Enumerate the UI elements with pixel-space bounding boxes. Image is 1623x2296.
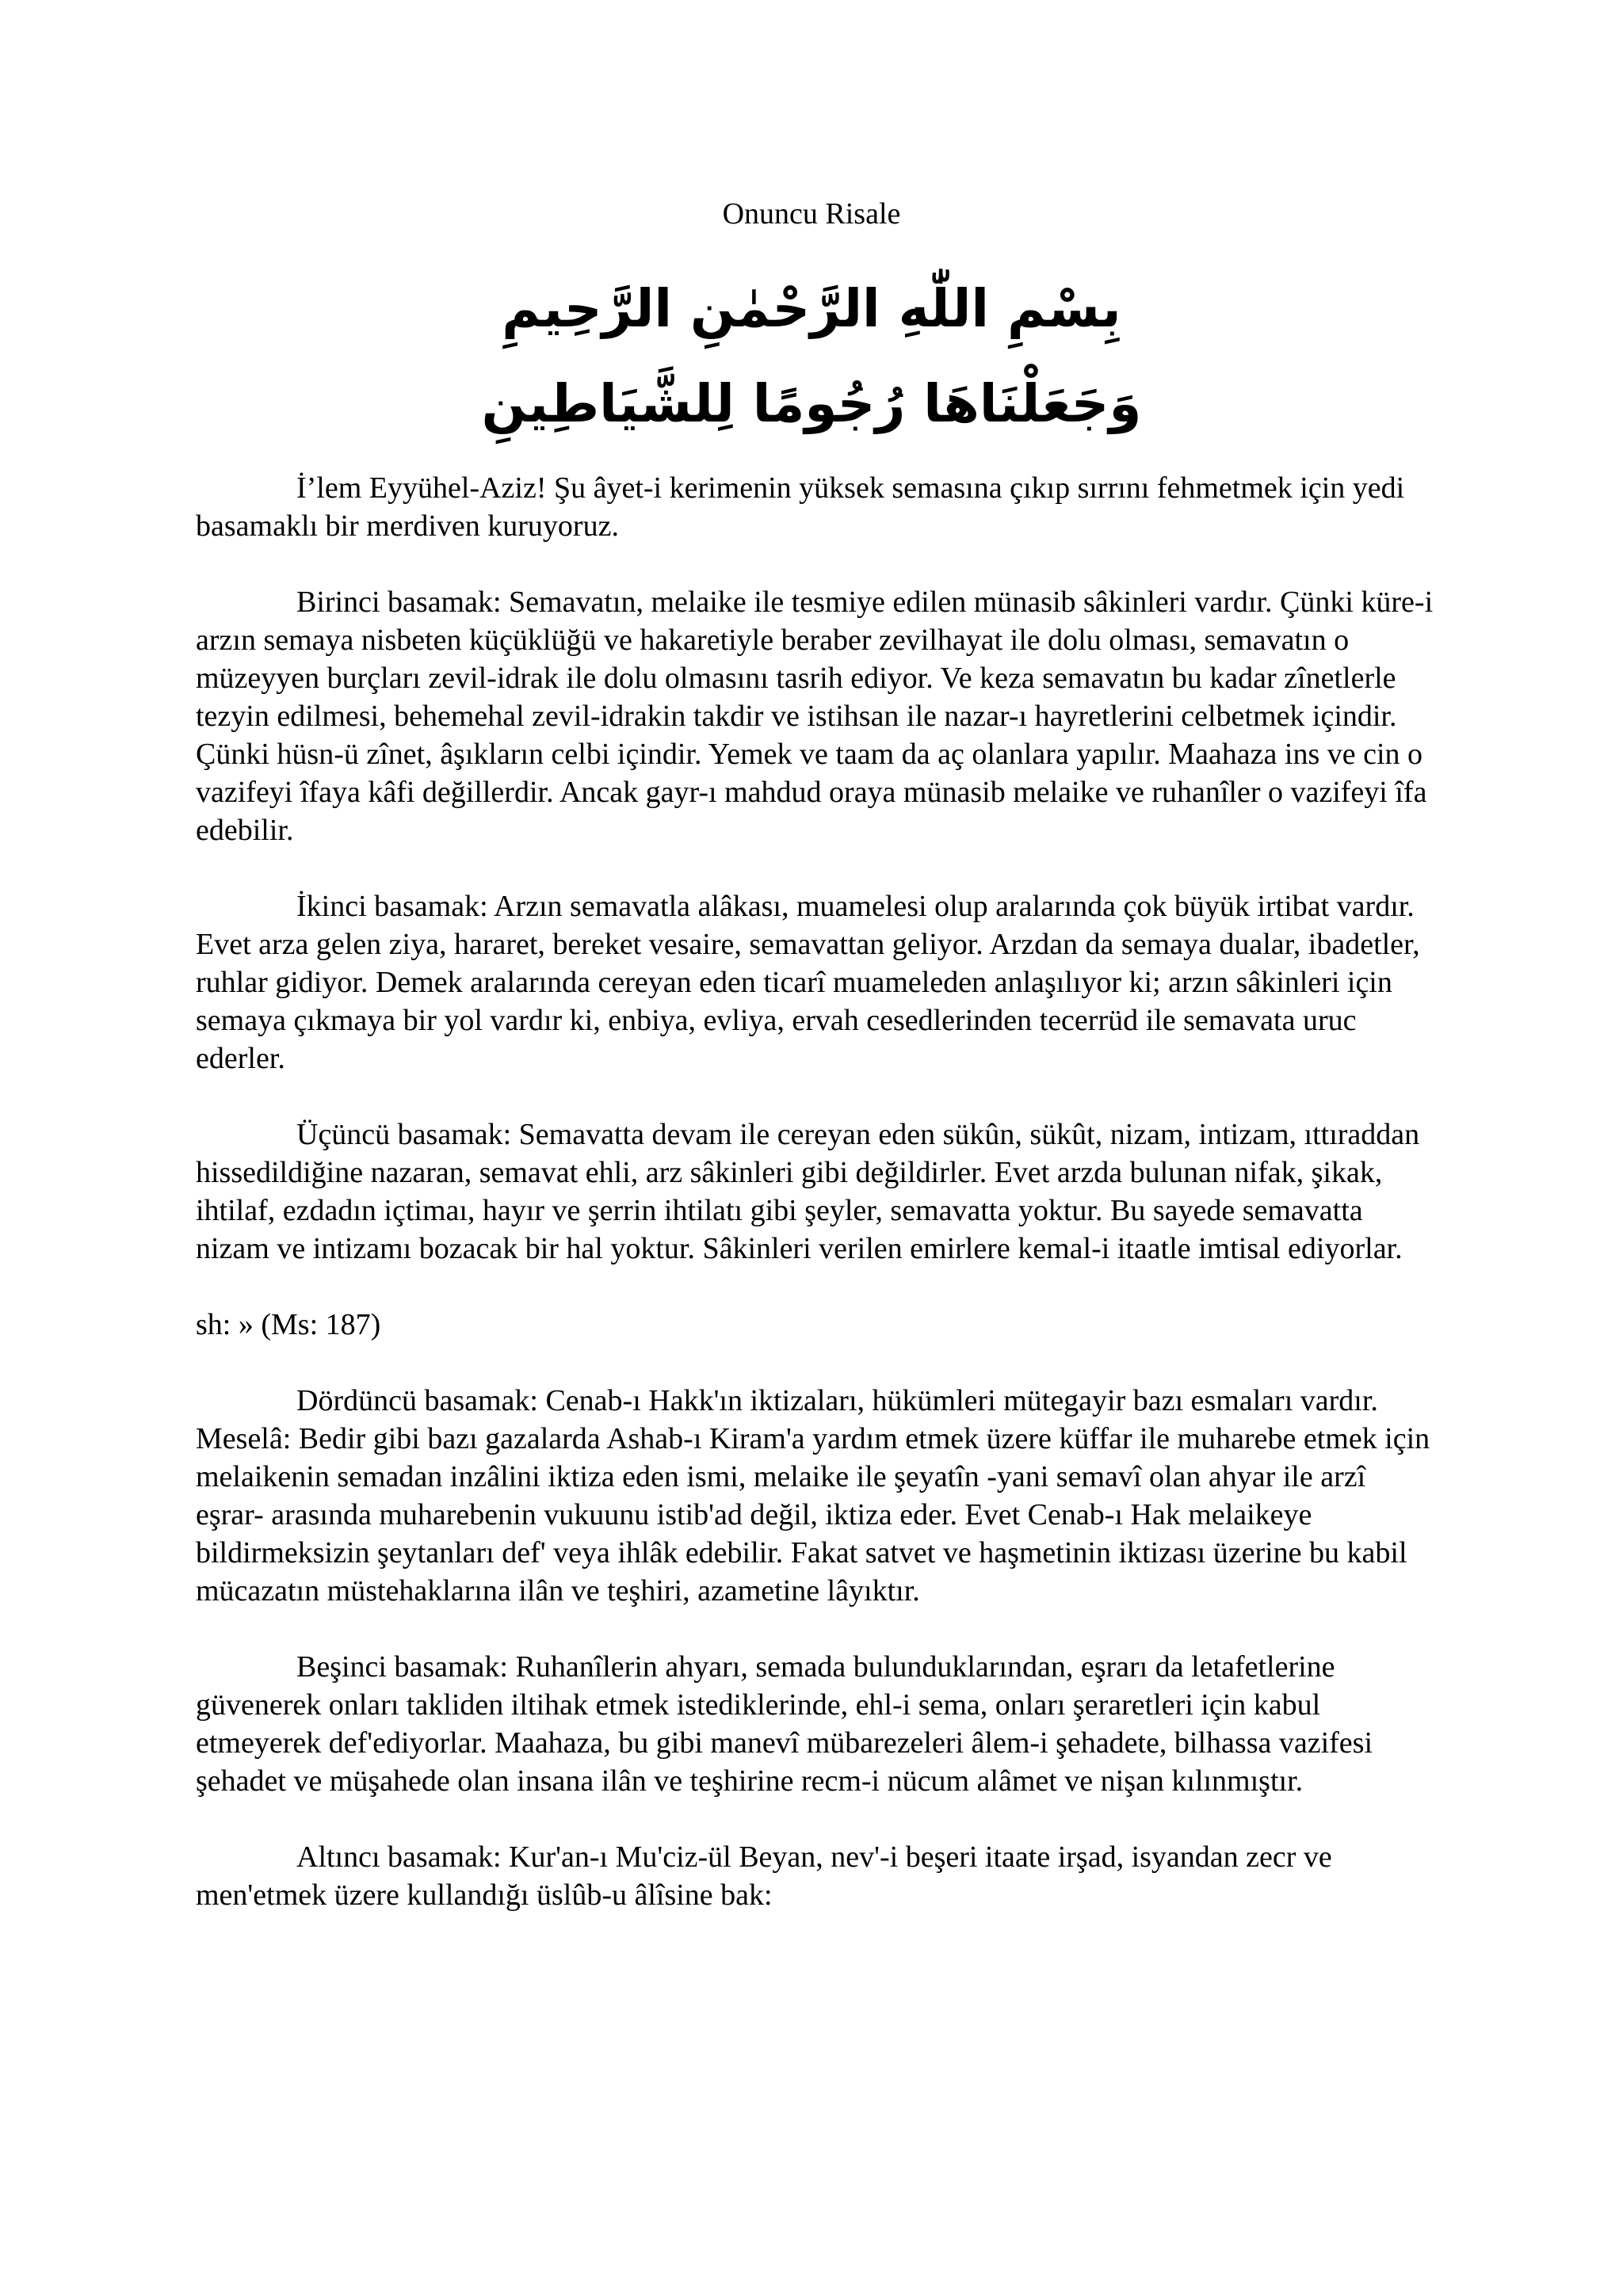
paragraph-fourth-step: Dördüncü basamak: Cenab-ı Hakk'ın iktizaları, hükümleri mütegayir bazı esmaları vardır. Meselâ: Bedir gibi bazı gazalarda Ashab-ı Kiram'a yardım etmek üzere küffar ile muharebe etmek için melaikenin semadan inzâlini iktiza eden ismi, melaike ile şeyatîn -yani semavî olan ahyar ile arzî eşrar- arasında muharebenin vukuunu istib'ad değil, iktiza eder. Evet Cenab-ı Hak melaikeye bildirmeksizin şeytanları def' veya ihlâk edebilir. Fakat satvet ve haşmetinin iktizası üzerine bu kabil mücazatın müstehaklarına ilân ve teşhiri, azametine lâyıktır. bbox=[196, 1384, 1430, 1608]
paragraph-first-step: Birinci basamak: Semavatın, melaike ile tesmiye edilen münasib sâkinleri vardır. Çünki küre-i arzın semaya nisbeten küçüklüğü ve hakaretiyle beraber zevilhayat ile dolu olması, semavatın o müzeyyen burçları zevil-idrak ile dolu olmasını tasrih ediyor. Ve keza semavatın bu kadar zînetlerle tezyin edilmesi, behemehal zevil-idrakin takdir ve istihsan ile nazar-ı hayretlerini celbetmek içindir. Çünki hüsn-ü zînet, âşıkların celbi içindir. Yemek ve taam da aç olanlara yapılır. Maahaza ins ve cin o vazifeyi îfaya kâfi değillerdir. Ancak gayr-ı mahdud oraya münasib melaike ve ruhanîler o vazifeyi îfa edebilir. bbox=[196, 585, 1434, 847]
paragraph-second-step: İkinci basamak: Arzın semavatla alâkası, muamelesi olup aralarında çok büyük irtibat vardır. Evet arza gelen ziya, hararet, bereket vesaire, semavattan geliyor. Arzdan da semaya dualar, ibadetler, ruhlar gidiyor. Demek aralarında cereyan eden ticarî muameleden anlaşılıyor ki; arzın sâkinleri için semaya çıkmaya bir yol vardır ki, enbiya, evliya, ervah cesedlerinden tecerrüd ile semavata uruc ederler. bbox=[196, 890, 1420, 1075]
document-title: Onuncu Risale bbox=[722, 197, 901, 231]
ayah-heading: وَجَعَلْنَاهَا رُجُومًا لِلشَّيَاطِينِ bbox=[481, 373, 1142, 434]
page-reference: sh: » (Ms: 187) bbox=[196, 1308, 381, 1341]
paragraph-third-step: Üçüncü basamak: Semavatta devam ile cereyan eden sükûn, sükût, nizam, intizam, ıttıraddan hissedildiğine nazaran, semavat ehli, arz sâkinleri gibi değildirler. Evet arzda bulunan nifak, şikak, ihtilaf, ezdadın içtimaı, hayır ve şerrin ihtilatı gibi şeyler, semavatta yoktur. Bu sayede semavatta nizam ve intizamı bozacak bir hal yoktur. Sâkinleri verilen emirlere kemal-i itaatle imtisal ediyorlar. bbox=[196, 1118, 1420, 1265]
paragraph-fifth-step: Beşinci basamak: Ruhanîlerin ahyarı, semada bulunduklarından, eşrarı da letafetlerine güvenerek onları takliden iltihak etmek istediklerinde, ehl-i sema, onları şeraretleri için kabul etmeyerek def'ediyorlar. Maahaza, bu gibi manevî mübarezeleri âlem-i şehadete, bilhassa vazifesi şehadet ve müşahede olan insana ilân ve teşhirine recm-i nücum alâmet ve nişan kılınmıştır. bbox=[196, 1650, 1373, 1798]
paragraph-intro: İ’lem Eyyühel-Aziz! Şu âyet-i kerimenin yüksek semasına çıkıp sırrını fehmetmek için yedi basamaklı bir merdiven kuruyoruz. bbox=[196, 471, 1405, 543]
document-body bbox=[196, 469, 1434, 1952]
paragraph-sixth-step: Altıncı basamak: Kur'an-ı Mu'ciz-ül Beyan, nev'-i beşeri itaate irşad, isyandan zecr ve men'etmek üzere kullandığı üslûb-u âlîsine bak: bbox=[196, 1840, 1332, 1912]
basmala-heading: بِسْمِ اللّٰهِ الرَّحْمٰنِ الرَّحِيمِ bbox=[502, 278, 1121, 339]
